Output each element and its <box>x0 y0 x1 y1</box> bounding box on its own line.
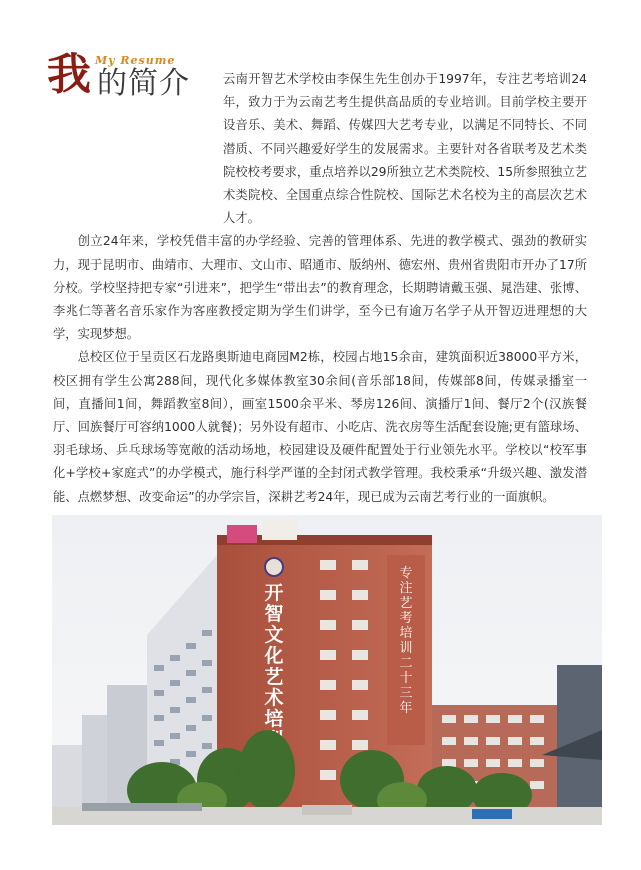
title-first-char: 我 <box>47 49 91 100</box>
school-logo-icon <box>265 558 283 576</box>
title-english: My Resume <box>95 54 176 67</box>
intro-text <box>53 68 587 509</box>
school-building-photo <box>52 515 602 825</box>
paragraph-1: 云南开智艺术学校由李保生先生创办于1997年，专注艺考培训24年，致力于为云南艺考生提供高品质的专业培训。目前学校主要开设音乐、美术、舞蹈、传媒四大艺考专业，以满足不同特长、不同潜质、不同兴趣爱好学生的发展需求。主要针对各省联考及艺术类院校校考要求，重点培养以29所独立艺术类院校、15所参照独立艺术类院校、全国重点综合性院校、国际艺术名校为主的高层次艺术人才。 <box>223 72 587 226</box>
banner-text: 专注艺考培训二十三年 <box>399 566 413 716</box>
paragraph-3: 总校区位于呈贡区石龙路奥斯迪电商园M2栋，校园占地15余亩，建筑面积近38000平方米，校区拥有学生公寓288间，现代化多媒体教室30余间(音乐部18间，传媒部8间，传媒录播室一间，直播间1间，舞蹈教室8间），画室1500余平米、琴房126间、演播厅1间、餐厅2个(汉族餐厅、回族餐厅可容纳1000人就餐)；另外设有超市、小吃店、洗衣房等生活配套设施;更有篮球场、羽毛球场、乒乓球场等宽敞的活动场地，校园建设及硬件配置处于行业领先水平。学校以“校军事化+学校+家庭式”的办学模式，施行科学严谨的全封闭式教学管理。我校秉承“升级兴趣、激发潜能、点燃梦想、改变命运”的办学宗旨，深耕艺考24年，现已成为云南艺考行业的一面旗帜。 <box>53 350 587 504</box>
paragraph-2: 创立24年来，学校凭借丰富的办学经验、完善的管理体系、先进的教学模式、强劲的教研实力，现于昆明市、曲靖市、大理市、文山市、昭通市、版纳州、德宏州、贵州省贵阳市开办了17所分校。学校坚持把专家“引进来”，把学生“带出去”的教育理念，长期聘请戴玉强、晁浩建、张博、李兆仁等著名音乐家作为客座教授定期为学生们讲学，至今已有逾万名学子从开智迈进理想的大学，实现梦想。 <box>53 234 587 342</box>
title-rest: 的简介 <box>97 66 190 101</box>
vertical-sign-text: 开智文化艺术培 <box>264 582 284 730</box>
